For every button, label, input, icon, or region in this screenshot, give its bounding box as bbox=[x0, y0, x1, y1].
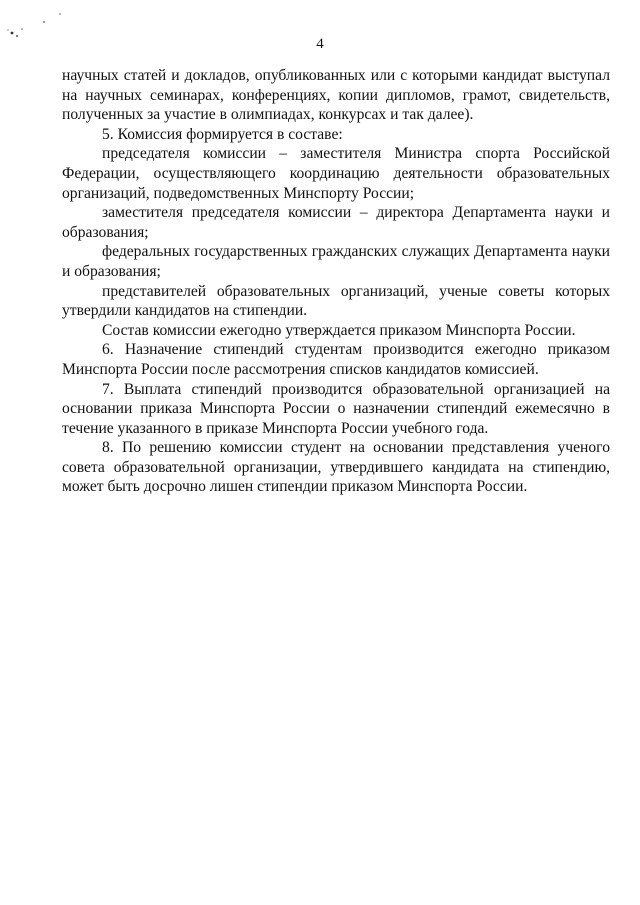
paragraph-committee-approval: Состав комиссии ежегодно утверждается приказом Минспорта России. bbox=[102, 321, 576, 339]
paragraph-committee-representatives: представителей образовательных организаций, ученые советы которых утвердили кандидатов на стипендии. bbox=[62, 282, 610, 320]
paragraph-8: 8. По решению комиссии студент на основании представления ученого совета образовательной организации, утвердившего кандидата на стипендию, может быть досрочно лишен стипендии приказом Минспорта России. bbox=[62, 439, 610, 496]
paragraph-committee-chair: председателя комиссии – заместителя Министра спорта Российской Федерации, осуществляющего координацию деятельности образовательных организаций, подведомственных Минспорту России; bbox=[62, 145, 610, 202]
paragraph-1-continuation: научных статей и докладов, опубликованных или с которыми кандидат выступал на научных семинарах, конференциях, копии дипломов, грамот, свидетельств, полученных за участие в олимпиадах, конкурсах и так далее). bbox=[62, 67, 610, 124]
paragraph-committee-civil-servants: федеральных государственных гражданских служащих Департамента науки и образования; bbox=[62, 243, 610, 280]
paragraph-5-heading: 5. Комиссия формируется в составе: bbox=[102, 125, 343, 143]
paragraph-6: 6. Назначение стипендий студентам производится ежегодно приказом Минспорта России после рассмотрения списков кандидатов комиссией. bbox=[62, 341, 610, 378]
paragraph-7: 7. Выплата стипендий производится образовательной организацией на основании приказа Минспорта России о назначении стипендий ежемесячно в течение указанного в приказе Минспорта России учебного года. bbox=[62, 380, 610, 437]
page-number: 4 bbox=[316, 36, 324, 52]
paragraph-committee-deputy: заместителя председателя комиссии – директора Департамента науки и образования; bbox=[62, 204, 610, 241]
document-body bbox=[62, 66, 610, 497]
